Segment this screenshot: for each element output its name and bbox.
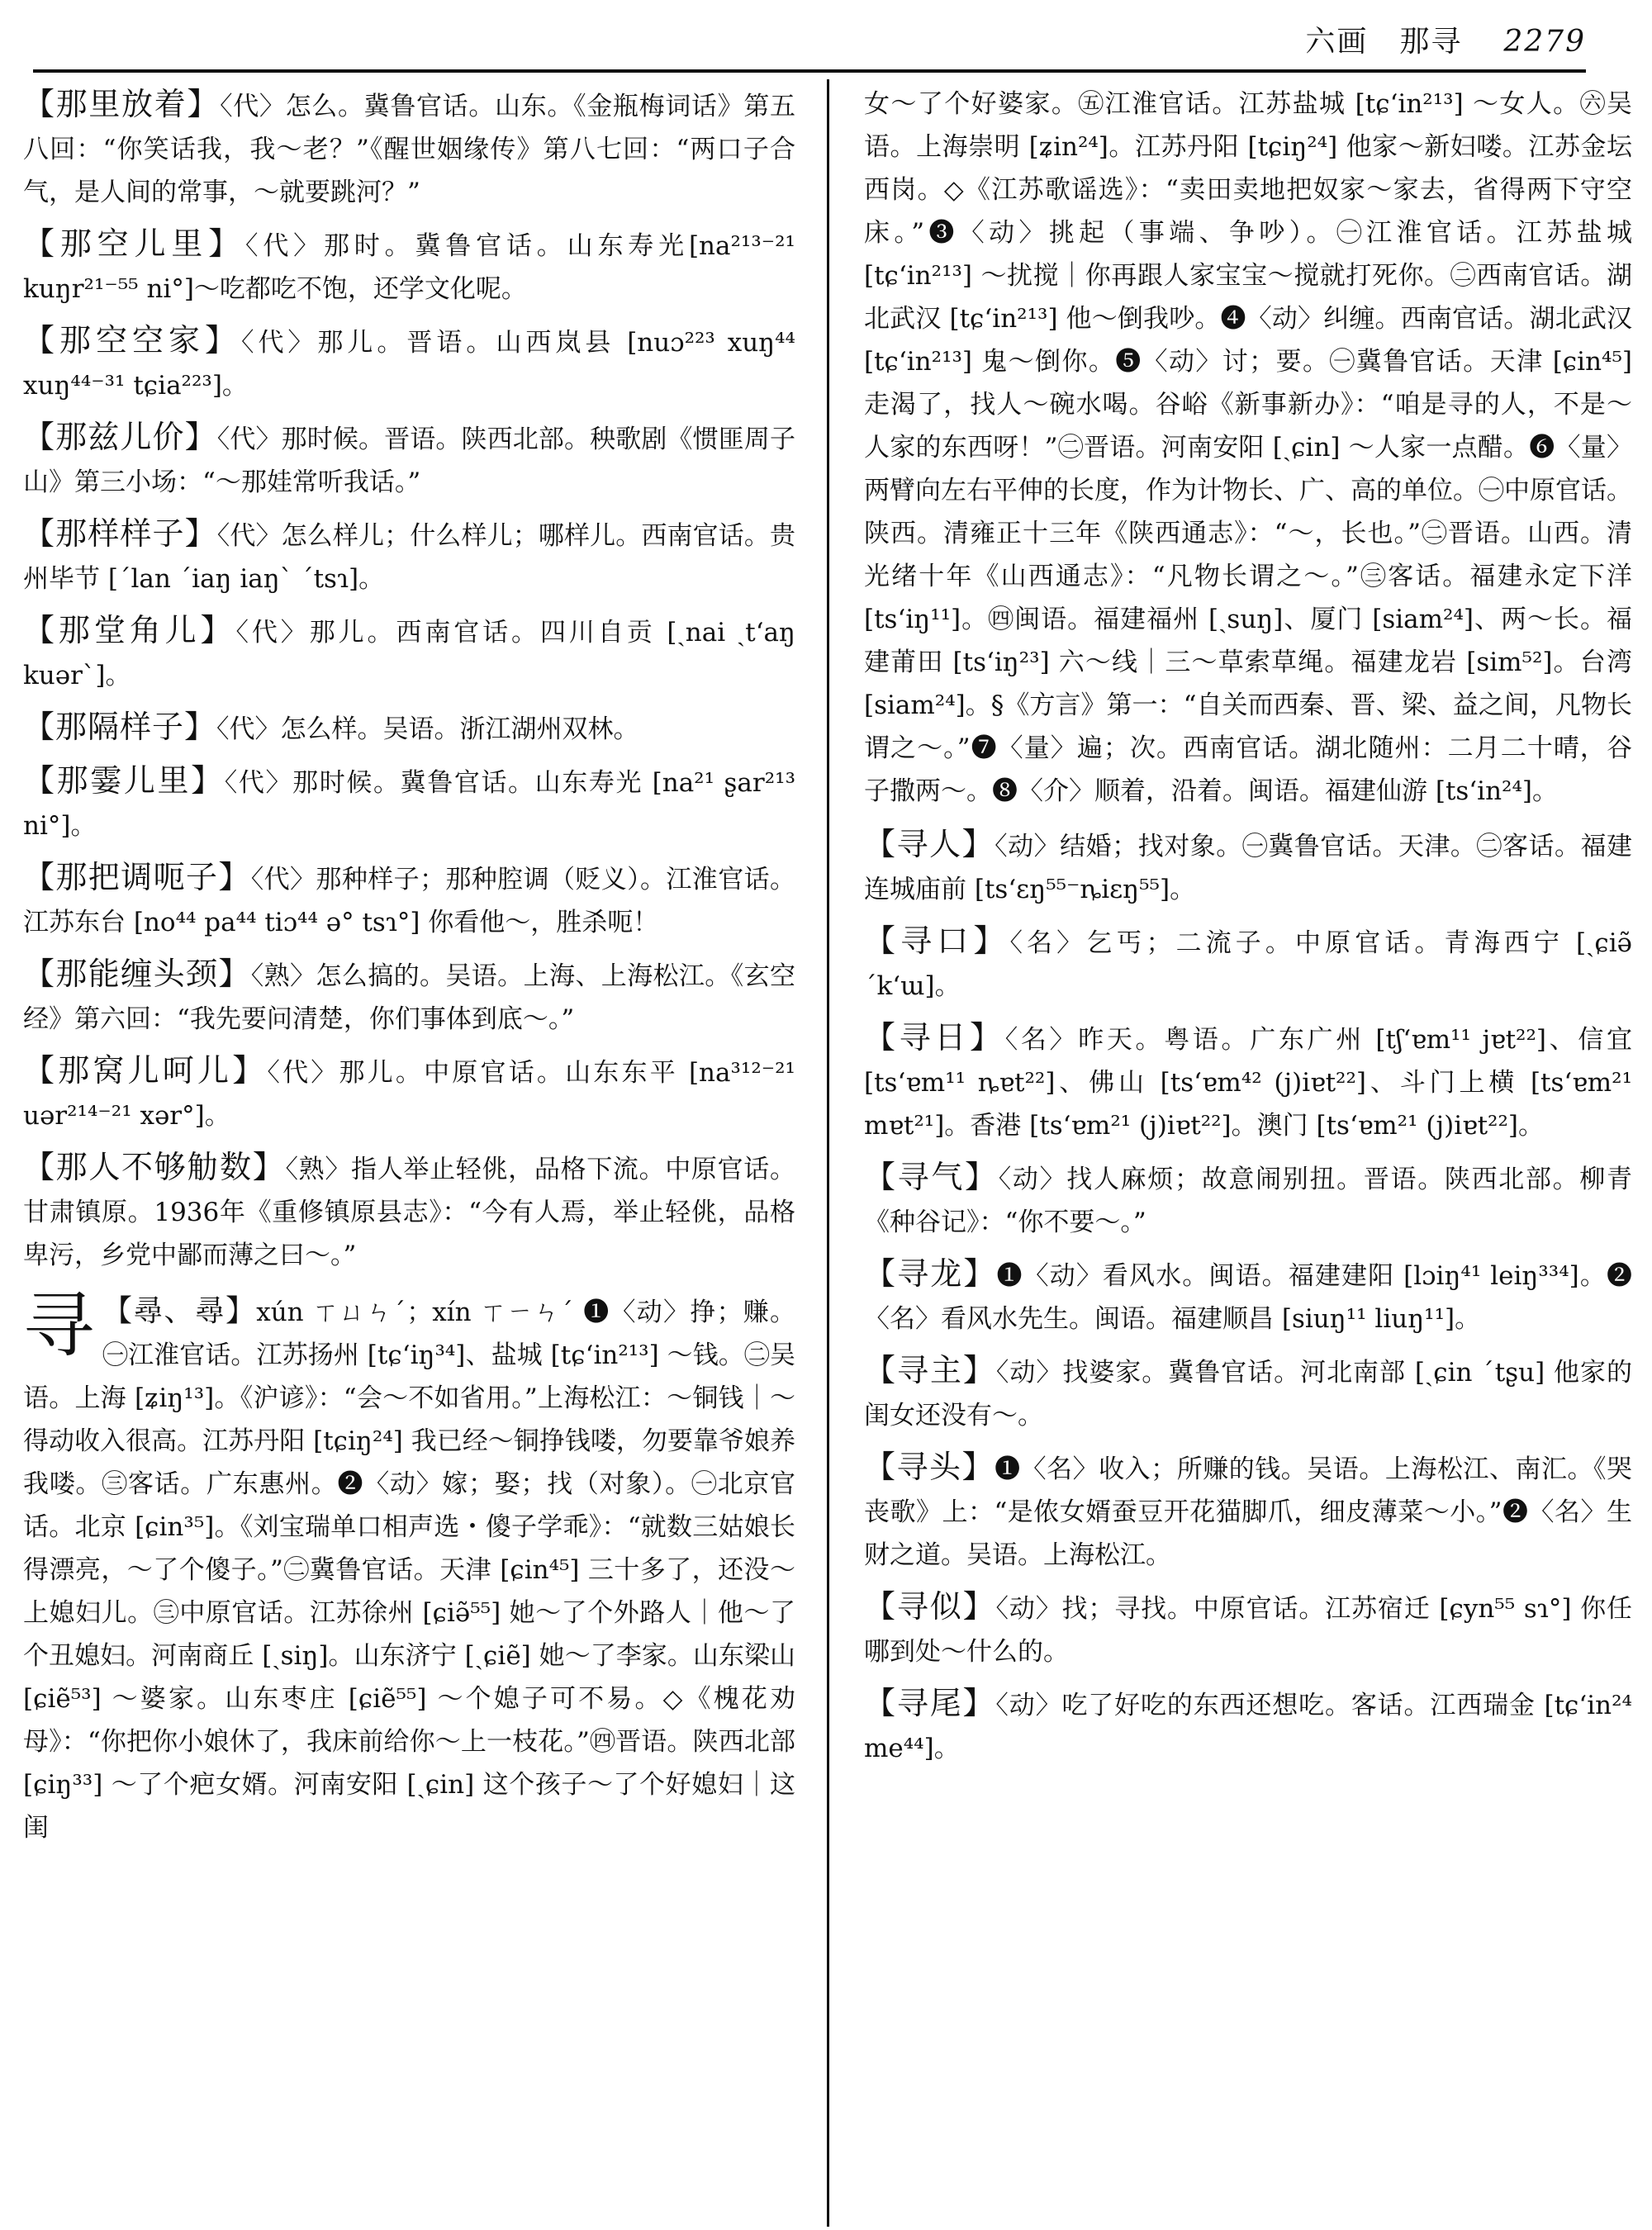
definition-continuation: 女～了个好婆家。㊄江淮官话。江苏盐城 [tɕʻin²¹³] ～女人。㊅吴语。上海崇明 [ʑin²⁴]。江苏丹阳 [tɕiŋ²⁴] 他家～新妇喽。江苏金坛西岗。◇《江苏歌谣选》：“卖田卖地把奴家～家去，省得两下守空床。”❸〈动〉挑起（事端、争吵）。㊀江淮官话。江苏盐城 [tɕʻin²¹³] ～扰搅｜你再跟人家宝宝～搅就打死你。㊁西南官话。湖北武汉 [tɕʻin²¹³] 他～倒我吵。❹〈动〉纠缠。西南官话。湖北武汉 [tɕʻin²¹³] 鬼～倒你。❺〈动〉讨；要。㊀冀鲁官话。天津 [ɕin⁴⁵] 走渴了，找人～碗水喝。谷峪《新事新办》：“咱是寻的人，不是～人家的东西呀！”㊁晋语。河南安阳 [ˏɕin] ～人家一点醋。❻〈量〉两臂向左右平伸的长度，作为计物长、广、高的单位。㊀中原官话。陕西。清雍正十三年《陕西通志》：“～，长也。”㊁晋语。山西。清光绪十年《山西通志》：“凡物长谓之～。”㊂客话。福建永定下洋 [tsʻiŋ¹¹]。㊃闽语。福建福州 [ˏsuŋ]、厦门 [siam²⁴]、两～长。福建莆田 [tsʻiŋ²³] 六～线｜三～草索草绳。福建龙岩 [sim⁵²]。台湾 [siam²⁴]。§《方言》第一：“自关而西秦、晋、梁、益之间，凡物长谓之～。”❼〈量〉遍；次。西南官话。湖北随州：二月二十晴，谷子撒两～。❽〈介〉顺着，沿着。闽语。福建仙游 [tsʻin²⁴]。 (864, 89, 1632, 806)
column-divider (827, 79, 829, 2227)
entry-headword: 【寻似】 (864, 1588, 996, 1625)
dictionary-entry (864, 1585, 1632, 1673)
entry-definition: 〈代〉怎么样。吴语。浙江湖州双林。 (216, 714, 639, 744)
dictionary-entry (864, 1252, 1632, 1340)
header-rule (33, 69, 1586, 73)
entry-headword: 【寻龙】 (864, 1255, 997, 1292)
entry-definition: 〈代〉那儿。中原官话。山东东平 [na³¹²⁻²¹ uər²¹⁴⁻²¹ xər°]。 (23, 1058, 795, 1131)
dictionary-entry (23, 319, 795, 407)
entry-definition: 〈动〉找人麻烦；故意闹别扭。晋语。陕西北部。柳青《种谷记》：“你不要～。” (864, 1165, 1632, 1237)
entry-definition: 〈熟〉怎么搞的。吴语。上海、上海松江。《玄空经》第六回：“我先要问清楚，你们事体到底～。” (23, 961, 795, 1034)
entry-definition: 〈代〉那时候。冀鲁官话。山东寿光 [na²¹ ʂar²¹³ ni°]。 (23, 768, 795, 841)
dictionary-entry (864, 823, 1632, 911)
entry-headword: 【那空空家】 (23, 322, 241, 358)
entry-headword: 【寻口】 (864, 923, 1010, 959)
entry-headword: 【寻气】 (864, 1159, 999, 1195)
running-head (1305, 18, 1586, 60)
head-character: 寻 (23, 1284, 94, 1367)
entry-headword: 【那空儿里】 (23, 225, 245, 262)
dictionary-entry (23, 705, 795, 751)
entry-headword: 【寻尾】 (864, 1685, 996, 1721)
right-column (864, 83, 1632, 1778)
entry-headword: 【那窝儿呵儿】 (23, 1052, 268, 1089)
entry-definition: 〈动〉结婚；找对象。㊀冀鲁官话。天津。㊁客话。福建连城庙前 [tsʻɛŋ⁵⁵⁻ȵiɛŋ⁵⁵]。 (864, 832, 1632, 904)
entry-headword: 【那隔样子】 (23, 709, 217, 745)
dictionary-entry (864, 1155, 1632, 1244)
entry-headword: 【寻主】 (864, 1352, 996, 1388)
dictionary-entry (23, 952, 795, 1041)
entry-definition: 〈动〉找婆家。冀鲁官话。河北南部 [ˏɕin ˊtʂu] 他家的闺女还没有～。 (864, 1358, 1632, 1431)
entry-definition: 〈代〉那儿。西南官话。四川自贡 [ˏnai ˏtʻaŋ kuərˋ]。 (23, 618, 795, 690)
dictionary-entry (23, 609, 795, 697)
character-entry (23, 1284, 795, 1849)
page-header (33, 0, 1586, 76)
dictionary-entry (864, 1349, 1632, 1437)
dictionary-entry (23, 1146, 795, 1277)
entry-definition: 〈名〉昨天。粤语。广东广州 [tʃʻɐm¹¹ jɐt²²]、信宜 [tsʻɐm¹¹ ȵɐt²²]、佛山 [tsʻɐm⁴² (j)iɐt²²]、斗门上横 [tsʻɐm²¹ mɐt²¹]。香港 [tsʻɐm²¹ (j)iɐt²²]。澳门 [tsʻɐm²¹ (j)iɐt²²]。 (864, 1025, 1632, 1141)
entry-definition: 〈动〉吃了好吃的东西还想吃。客话。江西瑞金 [tɕʻin²⁴ me⁴⁴]。 (864, 1691, 1632, 1763)
variant-forms: 【尋、尋】 (102, 1294, 257, 1328)
character-definition: xún ㄒㄩㄣˊ；xín ㄒㄧㄣˊ ❶〈动〉挣；赚。㊀江淮官话。江苏扬州 [tɕʻiŋ³⁴]、盐城 [tɕʻin²¹³] ～钱。㊁吴语。上海 [ʑiŋ¹³]。《沪谚》：“会～不如省用。”上海松江：～铜钱｜～得动收入很高。江苏丹阳 [tɕiŋ²⁴] 我已经～铜挣钱喽，勿要靠爷娘养我喽。㊂客话。广东惠州。❷〈动〉嫁；娶；找（对象）。㊀北京官话。北京 [ɕin³⁵]。《刘宝瑞单口相声选・傻子学乖》：“就数三姑娘长得漂亮，～了个傻子。”㊁冀鲁官话。天津 [ɕin⁴⁵] 三十多了，还没～上媳妇儿。㊂中原官话。江苏徐州 [ɕiə̃⁵⁵] 她～了个外路人｜他～了个丑媳妇。河南商丘 [ˏsiŋ]。山东济宁 [ˏɕiẽ] 她～了李家。山东梁山 [ɕiẽ⁵³] ～婆家。山东枣庄 [ɕiẽ⁵⁵] ～个媳子可不易。◇《槐花劝母》：“你把你小娘休了，我床前给你～上一枝花。”㊃晋语。陕西北部 [ɕiŋ³³] ～了个疤女婿。河南安阳 [ˏɕin] 这个孩子～了个好媳妇｜这闺 (23, 1298, 795, 1843)
entry-definition: 〈代〉那种样子；那种腔调（贬义）。江淮官话。江苏东台 [no⁴⁴ pa⁴⁴ tiɔ⁴⁴ ə° tsɿ°] 你看他～，胜杀呃！ (23, 865, 795, 937)
entry-definition: ❶〈名〉收入；所赚的钱。吴语。上海松江、南汇。《哭丧歌》上：“是侬女婿蚕豆开花猫脚爪，细皮薄菜～小。”❷〈名〉生财之道。吴语。上海松江。 (864, 1454, 1632, 1570)
dictionary-entry (23, 856, 795, 944)
dictionary-entry (864, 1682, 1632, 1770)
entry-headword: 【那里放着】 (23, 86, 221, 122)
entry-definition: 〈代〉怎么样儿；什么样儿；哪样儿。西南官话。贵州毕节 [ˊlan ˊiaŋ iaŋˋ ˊtsɿ]。 (23, 521, 795, 594)
entry-headword: 【那兹儿价】 (23, 419, 217, 455)
entry-headword: 【那堂角儿】 (23, 612, 236, 648)
entry-headword: 【寻日】 (864, 1019, 1005, 1056)
dictionary-entry (23, 222, 795, 311)
dictionary-entry (23, 759, 795, 847)
section-title: 六画 那寻 (1305, 25, 1463, 59)
dictionary-entry (864, 1445, 1632, 1577)
dictionary-entry (864, 919, 1632, 1008)
page-number: 2279 (1503, 25, 1586, 59)
entry-headword: 【寻头】 (864, 1449, 995, 1485)
dictionary-entry (23, 83, 795, 214)
entry-headword: 【那把调呃子】 (23, 859, 251, 895)
entry-headword: 【寻人】 (864, 826, 995, 862)
left-column (23, 83, 795, 1849)
entry-definition: ❶〈动〉看风水。闽语。福建建阳 [lɔiŋ⁴¹ leiŋ³³⁴]。❷〈名〉看风水先生。闽语。福建顺昌 [siuŋ¹¹ liuŋ¹¹]。 (864, 1261, 1632, 1334)
dictionary-entry (23, 1049, 795, 1137)
dictionary-entry (864, 1016, 1632, 1147)
entry-definition: 〈代〉怎么。冀鲁官话。山东。《金瓶梅词话》第五八回：“你笑话我，我～老？”《醒世姻缘传》第八七回：“两口子合气，是人间的常事，～就要跳河？” (23, 92, 795, 207)
dictionary-entry (23, 512, 795, 600)
entry-headword: 【那样样子】 (23, 515, 217, 552)
entry-definition: 〈熟〉指人举止轻佻，品格下流。中原官话。甘肃镇原。1936年《重修镇原县志》：“今有人焉，举止轻佻，品格卑污，乡党中鄙而薄之曰～。” (23, 1155, 795, 1270)
entry-definition: 〈代〉那时候。晋语。陕西北部。秧歌剧《惯匪周子山》第三小场：“～那娃常听我话。” (23, 425, 795, 497)
entry-headword: 【那人不够觔数】 (23, 1149, 286, 1185)
entry-definition: 〈代〉那时。冀鲁官话。山东寿光[na²¹³⁻²¹ kuŋr²¹⁻⁵⁵ ni°]～吃都吃不饱，还学文化呢。 (23, 231, 795, 304)
entry-headword: 【那霎儿里】 (23, 762, 225, 799)
entry-definition: 〈名〉乞丐；二流子。中原官话。青海西宁 [ˏɕiə̃ ˊkʻɯ]。 (864, 928, 1632, 1001)
dictionary-entry (23, 415, 795, 504)
entry-headword: 【那能缠头颈】 (23, 956, 251, 992)
entry-definition: 〈动〉找；寻找。中原官话。江苏宿迁 [ɕyn⁵⁵ sɿ°] 你任哪到处～什么的。 (864, 1594, 1632, 1667)
entry-definition: 〈代〉那儿。晋语。山西岚县 [nuɔ²²³ xuŋ⁴⁴ xuŋ⁴⁴⁻³¹ tɕia²²³]。 (23, 328, 795, 401)
